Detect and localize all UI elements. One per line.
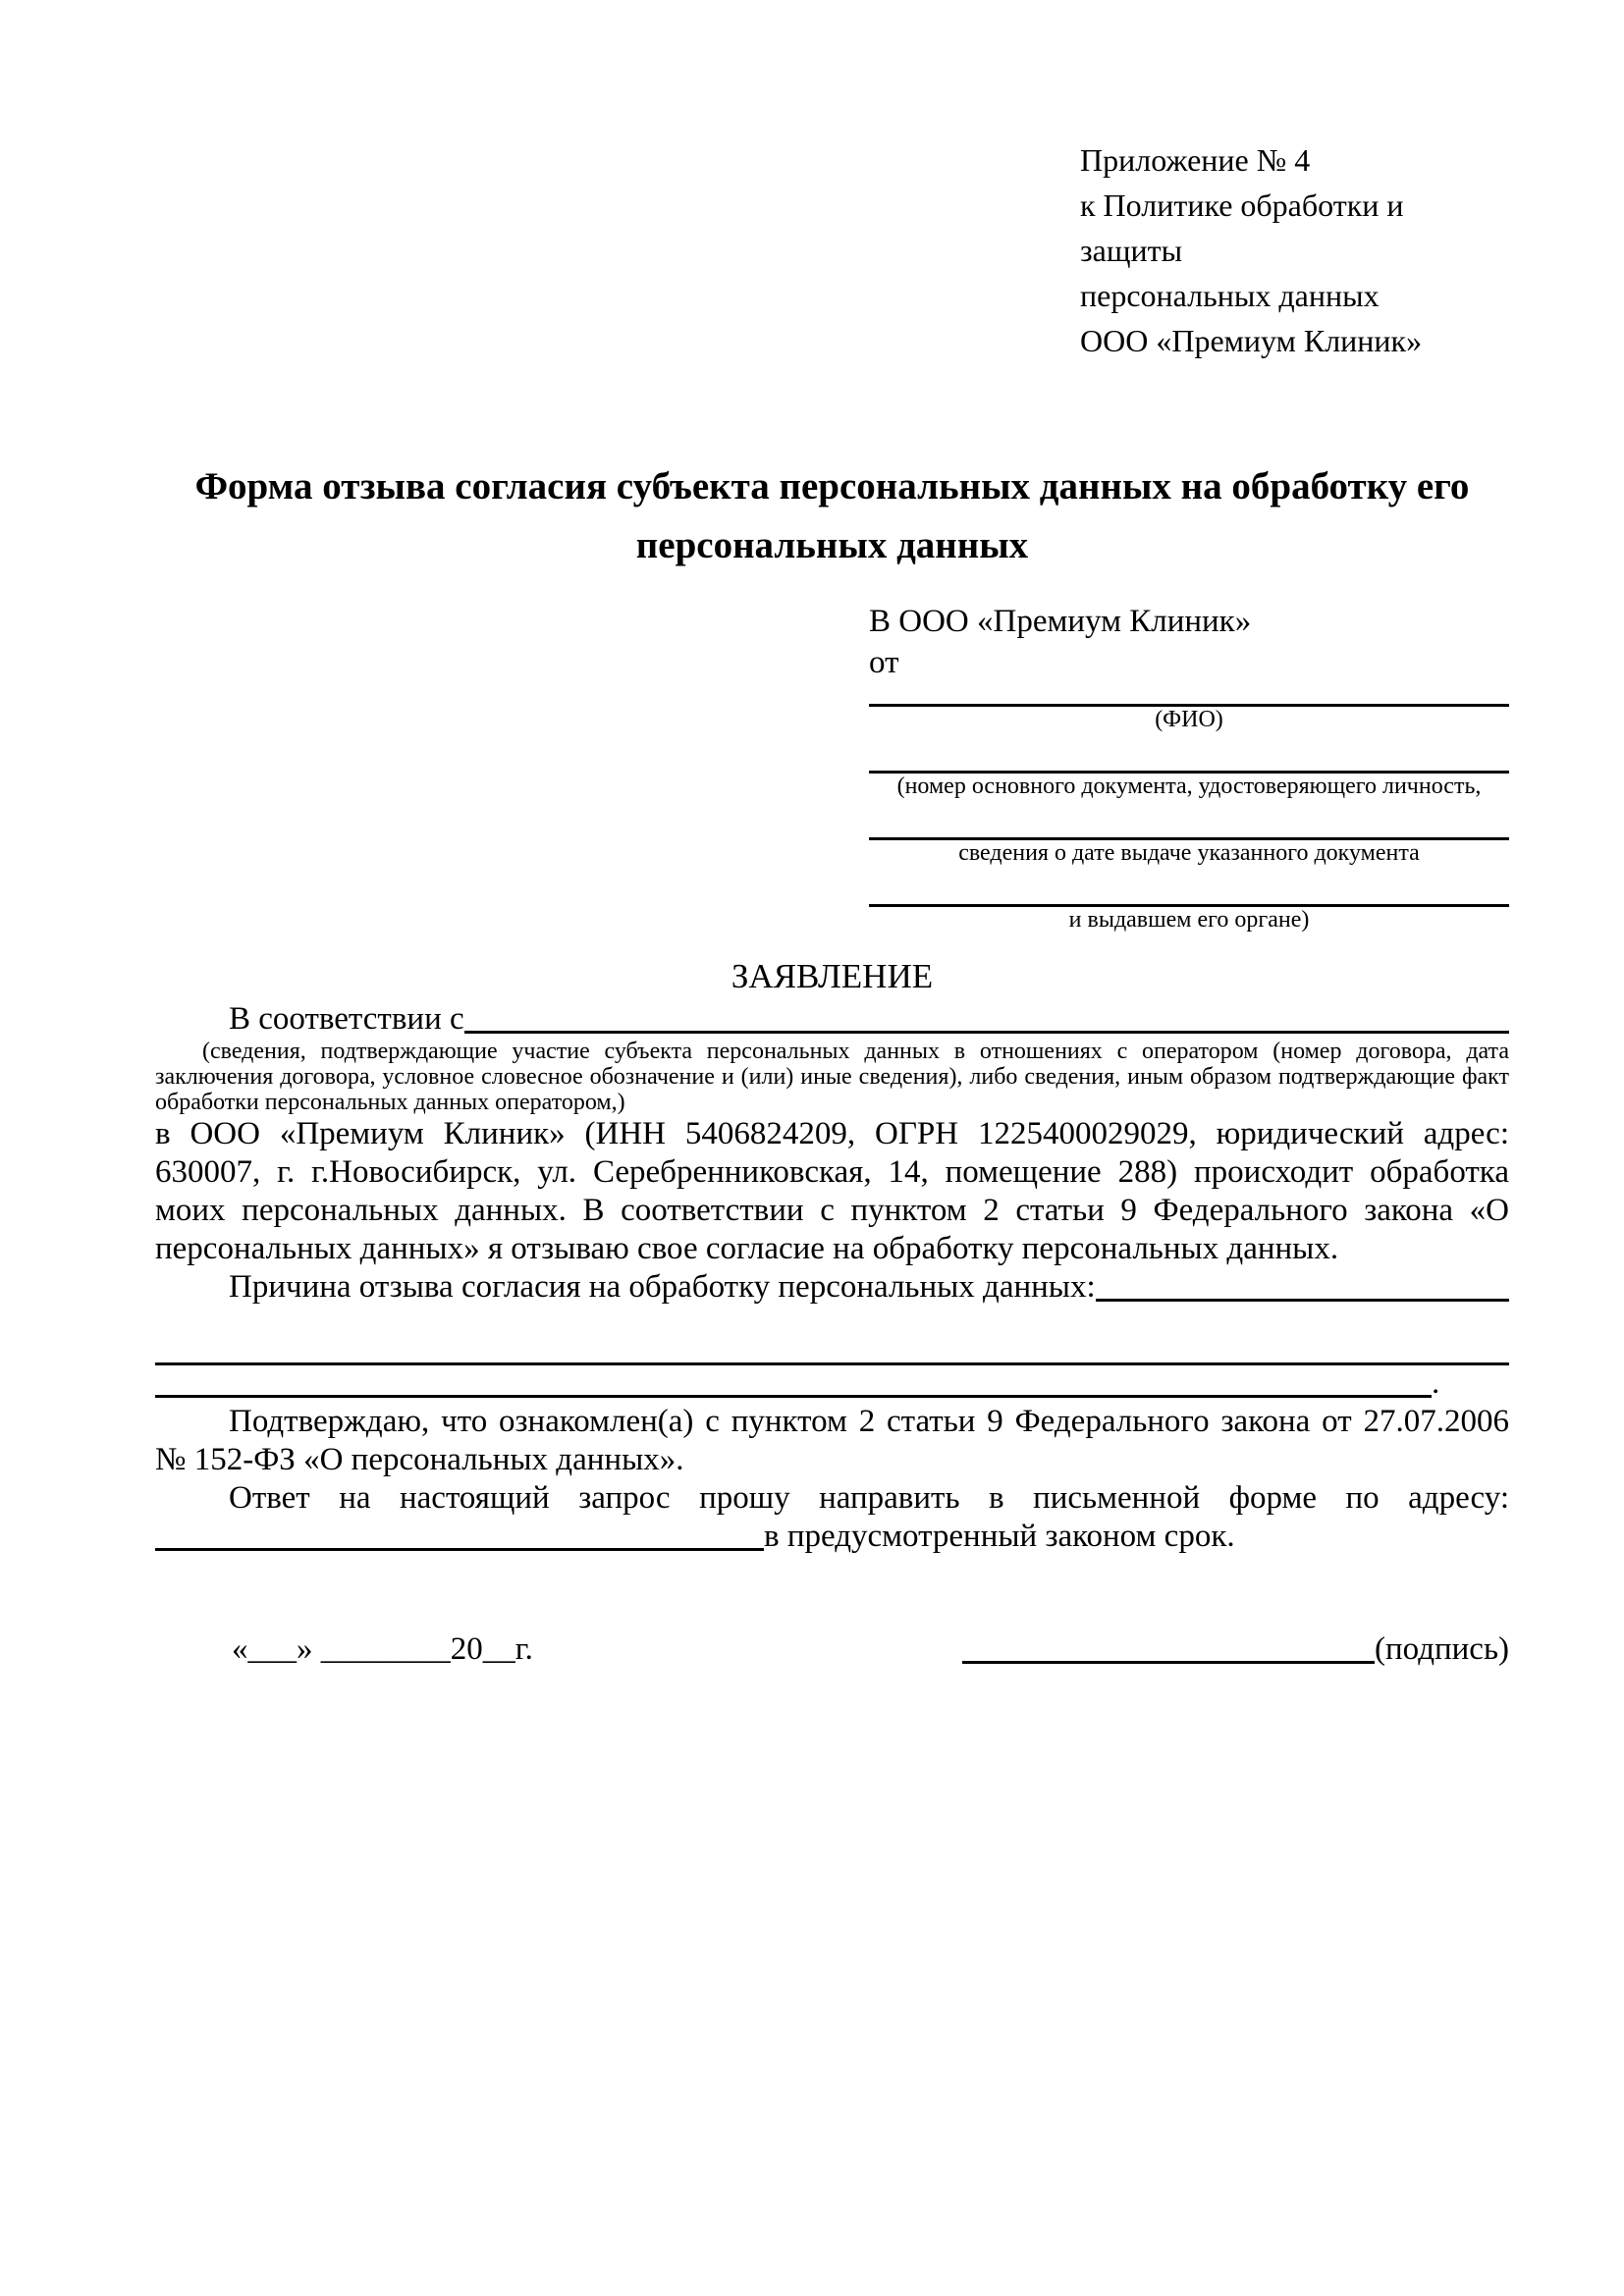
basis-row (155, 1000, 1509, 1039)
reason-line-terminator: . (1432, 1365, 1440, 1401)
fio-blank-field[interactable] (869, 683, 1509, 707)
appendix-header (1080, 137, 1509, 363)
appendix-line: Приложение № 4 (1080, 142, 1311, 178)
document-number-blank-field[interactable] (869, 750, 1509, 774)
reply-address-blank-field[interactable] (155, 1548, 764, 1551)
basis-blank-field[interactable] (464, 1031, 1509, 1034)
document-number-caption: (номер основного документа, удостоверяющего личность, (896, 774, 1482, 799)
addressee-organization: В ООО «Премиум Клиник» (869, 604, 1252, 639)
issuing-authority-caption: и выдавшем его органе) (1068, 907, 1310, 933)
date-blank-field[interactable]: «___» ________20__г. (232, 1631, 533, 1667)
reply-request-paragraph: Ответ на настоящий запрос прошу направить в письменной форме по адресу: (229, 1480, 1509, 1516)
issue-date-caption: сведения о дате выдаче указанного документа (958, 840, 1420, 866)
issue-date-blank-field[interactable] (869, 817, 1509, 840)
appendix-line: персональных данных (1080, 278, 1380, 313)
page-title: Форма отзыва согласия субъекта персональных данных на обработку его персональных данных (194, 465, 1470, 566)
addressee-from-label: от (869, 645, 899, 680)
issuing-authority-blank-field[interactable] (869, 883, 1509, 907)
reason-blank-field[interactable] (1096, 1299, 1509, 1302)
statement-body-paragraph: в ООО «Премиум Клиник» (ИНН 5406824209, ОГРН 1225400029029, юридический адрес: 630007, г. г.Новосибирск, ул. Серебренниковская, 14, помещение 288) происходит обработка моих персональных данных. В соответствии с пунктом 2 статьи 9 Федерального закона «О персональных данных» я отзываю свое согласие на обработку персональных данных. (155, 1116, 1509, 1266)
reason-blank-line-3[interactable] (155, 1365, 1509, 1403)
statement-heading: ЗАЯВЛЕНИЕ (731, 957, 934, 995)
signature-group (962, 1630, 1509, 1669)
basis-fine-print: (сведения, подтверждающие участие субъекта персональных данных в отношениях с оператором (номер договора, дата заключения договора, условное словесное обозначение и (или) иные сведения), либо сведения, иным образом подтверждающие факт обработки персональных данных оператором,) (155, 1039, 1509, 1115)
fio-field-caption: (ФИО) (1155, 707, 1223, 732)
signature-footer (155, 1630, 1509, 1669)
appendix-line: к Политике обработки и защиты (1080, 187, 1404, 268)
signature-caption: (подпись) (1375, 1631, 1509, 1667)
reason-row (155, 1268, 1509, 1307)
reply-address-row (155, 1518, 1509, 1556)
addressee-block (869, 601, 1509, 934)
reason-label: Причина отзыва согласия на обработку персональных данных: (229, 1269, 1096, 1305)
reply-request-suffix: в предусмотренный законом срок. (764, 1519, 1235, 1554)
acknowledgement-paragraph: Подтверждаю, что ознакомлен(а) с пунктом 2 статьи 9 Федерального закона от 27.07.2006 № 152-ФЗ «О персональных данных». (155, 1404, 1509, 1477)
basis-prefix-label: В соответствии с (229, 1001, 464, 1037)
reason-blank-line-2[interactable] (155, 1307, 1509, 1365)
appendix-line: ООО «Премиум Клиник» (1080, 323, 1423, 358)
reason-blank-line-3-rule[interactable] (155, 1395, 1432, 1398)
signature-blank-field[interactable] (962, 1661, 1375, 1664)
